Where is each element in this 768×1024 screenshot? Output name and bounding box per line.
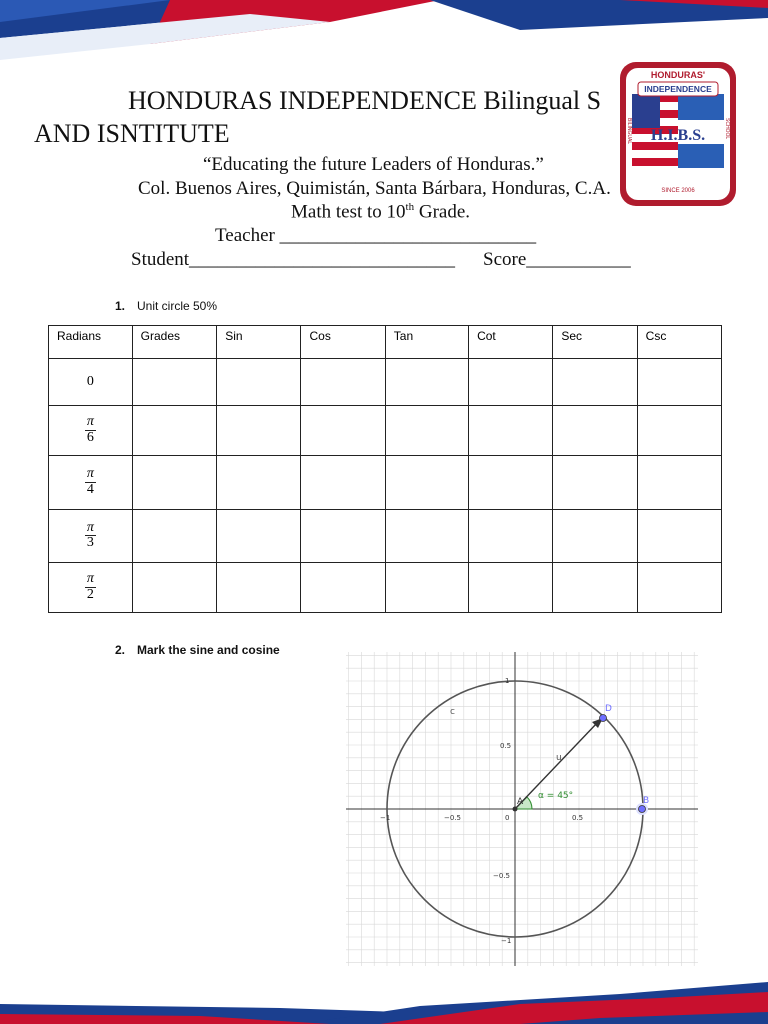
answer-cell[interactable]	[469, 406, 553, 456]
radian-cell	[49, 510, 133, 563]
fraction-numerator: π	[86, 571, 94, 587]
y-tick-label: −0.5	[493, 872, 510, 880]
radian-fraction	[85, 572, 96, 602]
answer-cell[interactable]	[301, 510, 385, 563]
test-title-sup: th	[405, 201, 415, 213]
table-row	[49, 510, 722, 563]
column-header: Tan	[385, 326, 468, 359]
point-a-label: A	[517, 797, 524, 807]
answer-cell[interactable]	[217, 510, 301, 563]
answer-cell[interactable]	[637, 563, 721, 613]
fraction-numerator: π	[86, 519, 94, 535]
test-title	[291, 201, 470, 223]
answer-cell[interactable]	[385, 563, 468, 613]
answer-cell[interactable]	[469, 563, 553, 613]
school-title-line-1: HONDURAS INDEPENDENCE Bilingual S	[128, 86, 602, 115]
column-header: Radians	[49, 326, 133, 359]
column-header: Sin	[217, 326, 301, 359]
y-tick-label: −1	[501, 937, 512, 945]
answer-cell[interactable]	[469, 359, 553, 406]
fraction-denominator: 4	[86, 481, 94, 497]
column-header: Sec	[553, 326, 637, 359]
logo-monogram: H.I.B.S.	[650, 127, 706, 144]
angle-label: α = 45°	[538, 791, 574, 801]
point-d[interactable]	[600, 715, 607, 722]
column-header: Cos	[301, 326, 385, 359]
answer-cell[interactable]	[301, 456, 385, 510]
teacher-line[interactable]: Teacher ___________________________	[215, 225, 537, 246]
radian-fraction	[85, 415, 96, 445]
question-2-number: 2.	[115, 643, 126, 657]
answer-cell[interactable]	[132, 359, 217, 406]
school-motto: “Educating the future Leaders of Honduras.”	[203, 154, 544, 175]
logo-top-text: HONDURAS'	[650, 70, 706, 80]
fraction-numerator: π	[86, 466, 94, 482]
vector-label: u	[556, 753, 562, 763]
test-title-prefix: Math test to 10	[291, 201, 406, 223]
circle-label: c	[450, 707, 455, 717]
answer-cell[interactable]	[553, 359, 637, 406]
score-line[interactable]: Score___________	[483, 249, 631, 270]
logo-band-text: INDEPENDENCE	[644, 84, 712, 94]
answer-cell[interactable]	[637, 510, 721, 563]
school-address: Col. Buenos Aires, Quimistán, Santa Bárbara, Honduras, C.A.	[138, 178, 611, 199]
x-tick-label: 0.5	[572, 814, 584, 822]
radian-fraction	[85, 467, 96, 497]
answer-cell[interactable]	[385, 359, 468, 406]
point-b-label: B	[643, 796, 650, 806]
fraction-denominator: 3	[86, 535, 94, 551]
question-1	[115, 299, 217, 313]
answer-cell[interactable]	[217, 563, 301, 613]
school-logo	[616, 58, 740, 210]
answer-cell[interactable]	[217, 456, 301, 510]
student-line[interactable]: Student____________________________	[131, 249, 456, 270]
table-row	[49, 456, 722, 510]
fraction-numerator: π	[86, 414, 94, 430]
table-row	[49, 406, 722, 456]
question-1-label: Unit circle 50%	[137, 299, 218, 313]
unit-circle-graph[interactable]	[346, 652, 698, 966]
answer-cell[interactable]	[217, 359, 301, 406]
answer-cell[interactable]	[132, 563, 217, 613]
logo-since: SINCE 2006	[661, 188, 695, 194]
radian-fraction	[85, 521, 96, 551]
answer-cell[interactable]	[553, 563, 637, 613]
column-header: Cot	[469, 326, 553, 359]
table-row	[49, 359, 722, 406]
x-tick-label: −0.5	[444, 814, 461, 822]
answer-cell[interactable]	[217, 406, 301, 456]
point-d-label: D	[605, 704, 612, 714]
question-2	[115, 643, 280, 657]
answer-cell[interactable]	[301, 359, 385, 406]
bottom-banner	[0, 964, 768, 1024]
logo-left-arc: BILINGUAL	[626, 118, 632, 145]
x-tick-label: −1	[380, 814, 391, 822]
answer-cell[interactable]	[469, 510, 553, 563]
table-header-row	[49, 326, 722, 359]
top-banner	[0, 0, 768, 60]
school-title-line-2: AND ISNTITUTE	[34, 119, 230, 148]
answer-cell[interactable]	[385, 406, 468, 456]
answer-cell[interactable]	[469, 456, 553, 510]
point-b[interactable]	[639, 806, 646, 813]
point-a[interactable]	[513, 807, 518, 812]
question-1-number: 1.	[115, 299, 126, 313]
fraction-denominator: 6	[86, 429, 94, 445]
y-tick-label: 0.5	[500, 742, 512, 750]
answer-cell[interactable]	[553, 510, 637, 563]
test-title-suffix: Grade.	[414, 201, 471, 223]
table-row	[49, 563, 722, 613]
answer-cell[interactable]	[637, 456, 721, 510]
radian-cell	[49, 563, 133, 613]
radian-cell	[49, 406, 133, 456]
answer-cell[interactable]	[385, 510, 468, 563]
x-tick-label: 0	[505, 814, 510, 822]
answer-cell[interactable]	[132, 510, 217, 563]
answer-cell[interactable]	[553, 456, 637, 510]
unit-circle-table	[48, 325, 722, 613]
y-tick-label: 1	[505, 677, 510, 685]
column-header: Csc	[637, 326, 721, 359]
radian-cell	[49, 456, 133, 510]
answer-cell[interactable]	[637, 406, 721, 456]
answer-cell[interactable]	[301, 406, 385, 456]
answer-cell[interactable]	[132, 406, 217, 456]
answer-cell[interactable]	[385, 456, 468, 510]
answer-cell[interactable]	[301, 563, 385, 613]
answer-cell[interactable]	[637, 359, 721, 406]
question-2-label: Mark the sine and cosine	[137, 643, 280, 657]
logo-right-arc: SCHOOL	[724, 118, 730, 140]
column-header: Grades	[132, 326, 217, 359]
answer-cell[interactable]	[132, 456, 217, 510]
radian-cell: 0	[49, 359, 133, 406]
answer-cell[interactable]	[553, 406, 637, 456]
fraction-denominator: 2	[86, 586, 94, 602]
